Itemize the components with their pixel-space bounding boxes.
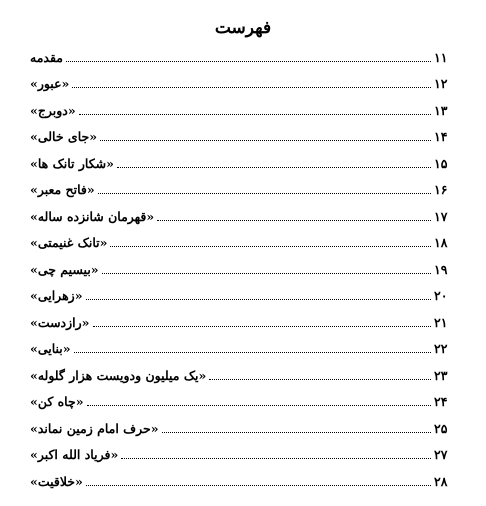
toc-entry-title: «عبور» — [30, 76, 70, 92]
dot-leader — [86, 299, 431, 300]
table-of-contents — [30, 44, 452, 495]
toc-entry-title: «چاه کن» — [30, 394, 84, 410]
dot-leader — [93, 326, 432, 327]
toc-entry-title: «فاتح معبر» — [30, 182, 95, 198]
toc-page-number: ۱۵ — [434, 155, 448, 171]
toc-page-number: ۲۸ — [434, 473, 448, 489]
toc-page-number: ۲۵ — [434, 420, 448, 436]
dot-leader — [87, 405, 431, 406]
dot-leader — [102, 273, 431, 274]
toc-entry — [30, 283, 452, 310]
toc-entry — [30, 150, 452, 177]
toc-entry — [30, 256, 452, 283]
dot-leader — [100, 140, 431, 141]
toc-page-number: ۱۳ — [434, 102, 448, 118]
toc-entry-title: «حرف امام زمین نماند» — [30, 420, 159, 436]
dot-leader — [72, 87, 431, 88]
toc-entry-title: «جای خالی» — [30, 129, 98, 145]
dot-leader — [162, 432, 431, 433]
toc-entry — [30, 309, 452, 336]
toc-entry-title: «فریاد الله اکبر» — [30, 447, 119, 463]
toc-entry — [30, 177, 452, 204]
toc-entry-title: «رازدست» — [30, 314, 90, 330]
toc-entry — [30, 442, 452, 469]
toc-page-number: ۲۴ — [434, 394, 448, 410]
dot-leader — [110, 246, 431, 247]
toc-entry-title: مقدمه — [30, 49, 63, 65]
toc-page-number: ۱۲ — [434, 76, 448, 92]
page-title: فهرست — [214, 18, 272, 38]
toc-page-number: ۲۰ — [434, 288, 448, 304]
toc-page-number: ۱۶ — [434, 182, 448, 198]
toc-entry-title: «بیسیم چی» — [30, 261, 99, 277]
toc-entry-title: «شکار تانک ها» — [30, 155, 114, 171]
dot-leader — [157, 220, 431, 221]
toc-entry-title: «دوبرج» — [30, 102, 76, 118]
dot-leader — [79, 114, 431, 115]
toc-entry-title: «تانک غنیمتی» — [30, 235, 108, 251]
toc-entry — [30, 44, 452, 71]
toc-page-number: ۱۱ — [434, 49, 448, 65]
toc-page-number: ۱۸ — [434, 235, 448, 251]
toc-page-number: ۱۴ — [434, 129, 448, 145]
toc-page-number: ۲۲ — [434, 341, 448, 357]
toc-entry-title: «خلاقیت» — [30, 473, 83, 489]
toc-entry-title: «قهرمان شانزده ساله» — [30, 208, 155, 224]
toc-page-number: ۲۳ — [434, 367, 448, 383]
toc-entry — [30, 230, 452, 257]
toc-entry — [30, 389, 452, 416]
dot-leader — [117, 167, 431, 168]
dot-leader — [74, 352, 431, 353]
toc-entry — [30, 362, 452, 389]
toc-page-number: ۲۷ — [434, 447, 448, 463]
dot-leader — [209, 379, 431, 380]
toc-entry — [30, 336, 452, 363]
dot-leader — [66, 61, 431, 62]
toc-entry-title: «زهرایی» — [30, 288, 83, 304]
toc-page-number: ۱۷ — [434, 208, 448, 224]
toc-page-number: ۲۱ — [434, 314, 448, 330]
toc-entry-title: «یک میلیون ودویست هزار گلوله» — [30, 367, 207, 383]
toc-entry — [30, 415, 452, 442]
toc-entry-title: «بنایی» — [30, 341, 71, 357]
toc-entry — [30, 468, 452, 495]
toc-entry — [30, 71, 452, 98]
toc-page-number: ۱۹ — [434, 261, 448, 277]
toc-entry — [30, 203, 452, 230]
toc-entry — [30, 124, 452, 151]
dot-leader — [86, 485, 431, 486]
toc-entry — [30, 97, 452, 124]
dot-leader — [121, 458, 431, 459]
dot-leader — [98, 193, 431, 194]
